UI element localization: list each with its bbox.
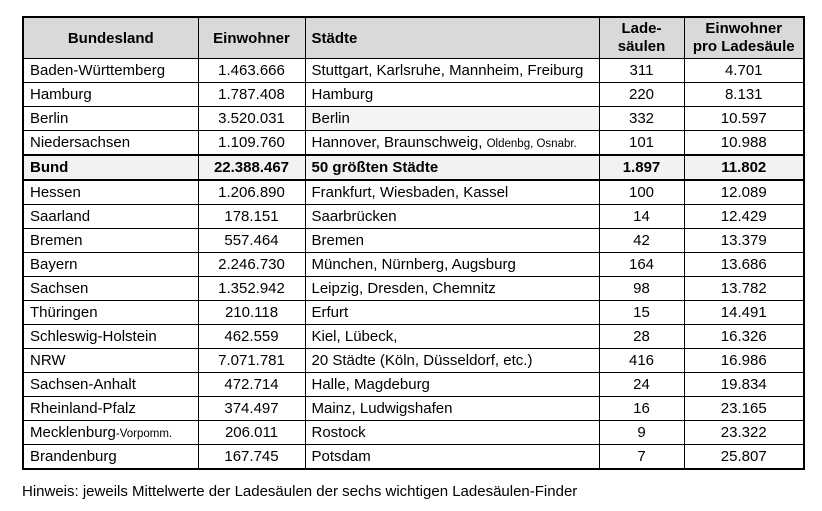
table-row-berlin (23, 107, 804, 131)
cell-einwohner-pro-ladesaeule: 13.686 (684, 253, 804, 277)
cell-einwohner: 7.071.781 (198, 349, 305, 373)
cell-staedte: Berlin (305, 107, 599, 131)
cell-staedte: Kiel, Lübeck, (305, 325, 599, 349)
column-header-bundesland: Bundesland (23, 17, 198, 59)
ladesaeulen-table (22, 16, 805, 470)
cell-ladesaeulen: 164 (599, 253, 684, 277)
cell-einwohner: 1.109.760 (198, 131, 305, 156)
cell-ladesaeulen: 100 (599, 180, 684, 205)
cell-ladesaeulen: 7 (599, 445, 684, 470)
table-row-hessen (23, 180, 804, 205)
table-row-saarland (23, 205, 804, 229)
cell-staedte-main: Hannover, Braunschweig, (311, 134, 487, 151)
table-row-sachsen-anhalt (23, 373, 804, 397)
table-row-rheinland-pfalz (23, 397, 804, 421)
cell-ladesaeulen: 16 (599, 397, 684, 421)
column-header-ladesaeulen-line1: Lade- (621, 20, 662, 37)
cell-ladesaeulen: 9 (599, 421, 684, 445)
table-row-mecklenburg-vorpommern (23, 421, 804, 445)
cell-einwohner-pro-ladesaeule: 25.807 (684, 445, 804, 470)
table-row-thueringen (23, 301, 804, 325)
cell-bundesland: Brandenburg (23, 445, 198, 470)
cell-einwohner-pro-ladesaeule: 23.322 (684, 421, 804, 445)
cell-bundesland: Berlin (23, 107, 198, 131)
column-header-einwohner-pro-ladesaeule (684, 17, 804, 59)
cell-einwohner: 178.151 (198, 205, 305, 229)
column-header-staedte: Städte (305, 17, 599, 59)
column-header-ladesaeulen-line2: säulen (617, 38, 666, 55)
cell-ladesaeulen: 416 (599, 349, 684, 373)
cell-einwohner-pro-ladesaeule: 16.326 (684, 325, 804, 349)
cell-einwohner: 1.463.666 (198, 59, 305, 83)
cell-einwohner: 210.118 (198, 301, 305, 325)
column-header-pro-line1: Einwohner (705, 20, 783, 37)
cell-einwohner-pro-ladesaeule: 12.429 (684, 205, 804, 229)
cell-staedte: München, Nürnberg, Augsburg (305, 253, 599, 277)
cell-einwohner-pro-ladesaeule: 12.089 (684, 180, 804, 205)
cell-einwohner: 472.714 (198, 373, 305, 397)
column-header-ladesaeulen (599, 17, 684, 59)
cell-einwohner: 22.388.467 (198, 155, 305, 180)
cell-bundesland: Sachsen (23, 277, 198, 301)
cell-einwohner: 2.246.730 (198, 253, 305, 277)
cell-staedte: Leipzig, Dresden, Chemnitz (305, 277, 599, 301)
cell-staedte: Mainz, Ludwigshafen (305, 397, 599, 421)
cell-staedte: Saarbrücken (305, 205, 599, 229)
cell-bundesland: Thüringen (23, 301, 198, 325)
cell-staedte: Halle, Magdeburg (305, 373, 599, 397)
cell-bundesland: Bund (23, 155, 198, 180)
cell-einwohner-pro-ladesaeule: 11.802 (684, 155, 804, 180)
cell-staedte: 20 Städte (Köln, Düsseldorf, etc.) (305, 349, 599, 373)
cell-einwohner-pro-ladesaeule: 10.597 (684, 107, 804, 131)
cell-bundesland: Schleswig-Holstein (23, 325, 198, 349)
cell-einwohner: 1.787.408 (198, 83, 305, 107)
cell-ladesaeulen: 24 (599, 373, 684, 397)
cell-ladesaeulen: 98 (599, 277, 684, 301)
cell-einwohner-pro-ladesaeule: 19.834 (684, 373, 804, 397)
cell-ladesaeulen: 220 (599, 83, 684, 107)
cell-bundesland: Rheinland-Pfalz (23, 397, 198, 421)
cell-bundesland: Sachsen-Anhalt (23, 373, 198, 397)
header-row (23, 17, 804, 59)
cell-bundesland: Baden-Württemberg (23, 59, 198, 83)
cell-einwohner: 167.745 (198, 445, 305, 470)
cell-bundesland: Niedersachsen (23, 131, 198, 156)
cell-bundesland: Bayern (23, 253, 198, 277)
cell-einwohner-pro-ladesaeule: 23.165 (684, 397, 804, 421)
table-row-nrw (23, 349, 804, 373)
cell-ladesaeulen: 14 (599, 205, 684, 229)
cell-bundesland-main: Mecklenburg (30, 424, 116, 441)
cell-staedte: Potsdam (305, 445, 599, 470)
cell-bundesland-small: -Vorpomm. (115, 428, 173, 440)
cell-staedte: Rostock (305, 421, 599, 445)
cell-ladesaeulen: 42 (599, 229, 684, 253)
cell-einwohner: 1.352.942 (198, 277, 305, 301)
table-row-baden-wuerttemberg (23, 59, 804, 83)
cell-staedte: 50 größten Städte (305, 155, 599, 180)
cell-staedte: Stuttgart, Karlsruhe, Mannheim, Freiburg (305, 59, 599, 83)
cell-einwohner: 206.011 (198, 421, 305, 445)
cell-bundesland: Hessen (23, 180, 198, 205)
table-row-sachsen (23, 277, 804, 301)
table-row-brandenburg (23, 445, 804, 470)
table-row-bund-summary (23, 155, 804, 180)
cell-staedte: Erfurt (305, 301, 599, 325)
cell-einwohner: 557.464 (198, 229, 305, 253)
cell-ladesaeulen: 1.897 (599, 155, 684, 180)
cell-staedte: Frankfurt, Wiesbaden, Kassel (305, 180, 599, 205)
cell-einwohner: 3.520.031 (198, 107, 305, 131)
cell-bundesland (23, 421, 198, 445)
cell-ladesaeulen: 28 (599, 325, 684, 349)
cell-ladesaeulen: 15 (599, 301, 684, 325)
cell-bundesland: Bremen (23, 229, 198, 253)
cell-einwohner: 1.206.890 (198, 180, 305, 205)
cell-einwohner-pro-ladesaeule: 8.131 (684, 83, 804, 107)
table-row-schleswig-holstein (23, 325, 804, 349)
column-header-pro-line2: pro Ladesäule (692, 38, 795, 55)
cell-staedte-small: Oldenbg, Osnabr. (486, 138, 577, 150)
cell-einwohner-pro-ladesaeule: 14.491 (684, 301, 804, 325)
cell-ladesaeulen: 332 (599, 107, 684, 131)
table-row-hamburg (23, 83, 804, 107)
table-row-niedersachsen (23, 131, 804, 156)
cell-bundesland: NRW (23, 349, 198, 373)
column-header-einwohner: Einwohner (198, 17, 305, 59)
cell-einwohner: 374.497 (198, 397, 305, 421)
cell-einwohner-pro-ladesaeule: 10.988 (684, 131, 804, 156)
cell-bundesland: Hamburg (23, 83, 198, 107)
cell-einwohner-pro-ladesaeule: 13.782 (684, 277, 804, 301)
footnote: Hinweis: jeweils Mittelwerte der Ladesäulen der sechs wichtigen Ladesäulen-Finder (22, 483, 578, 500)
cell-einwohner-pro-ladesaeule: 4.701 (684, 59, 804, 83)
cell-einwohner-pro-ladesaeule: 13.379 (684, 229, 804, 253)
table-row-bayern (23, 253, 804, 277)
cell-bundesland: Saarland (23, 205, 198, 229)
cell-ladesaeulen: 311 (599, 59, 684, 83)
cell-staedte (305, 131, 599, 156)
cell-staedte: Hamburg (305, 83, 599, 107)
cell-staedte: Bremen (305, 229, 599, 253)
cell-einwohner: 462.559 (198, 325, 305, 349)
table-row-bremen (23, 229, 804, 253)
cell-einwohner-pro-ladesaeule: 16.986 (684, 349, 804, 373)
cell-ladesaeulen: 101 (599, 131, 684, 156)
